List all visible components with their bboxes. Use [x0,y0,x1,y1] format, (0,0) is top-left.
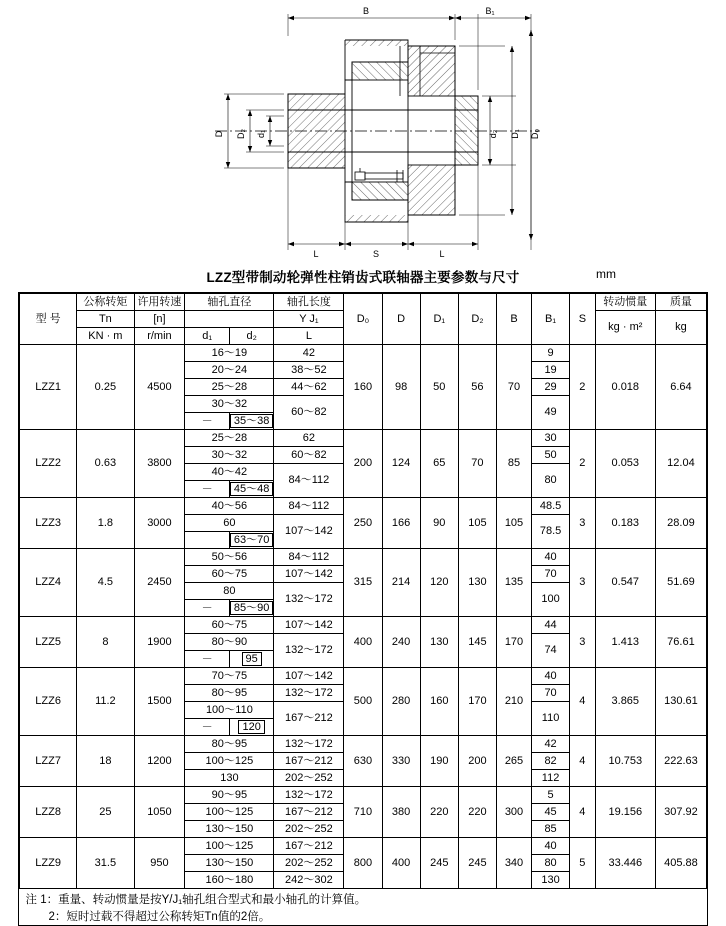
cell-bore-d: 100～110 [185,702,274,719]
cell-mass: 6.64 [656,345,707,430]
cell-B: 340 [497,838,532,889]
cell-speed: 4500 [134,345,185,430]
cell-torque: 25 [77,787,134,838]
cell-bore-L: 167～212 [274,753,344,770]
cell-bore-d: 100～125 [185,838,274,855]
cell-B1: 9 [531,345,569,362]
cell-mass: 12.04 [656,430,707,498]
cell-D1: 65 [420,430,458,498]
header-B: B [497,294,532,345]
cell-bore-d: 80 [185,583,274,600]
cell-B1: 130 [531,872,569,889]
cell-B1: 44 [531,617,569,634]
header-speed-1: 许用转速 [134,294,185,311]
header-B1: B₁ [531,294,569,345]
cell-D: 240 [382,617,420,668]
cell-model: LZZ6 [20,668,77,736]
cell-B1: 45 [531,804,569,821]
cell-model: LZZ2 [20,430,77,498]
cell-bore-d: 20～24 [185,362,274,379]
cell-D0: 630 [344,736,382,787]
cell-mass: 51.69 [656,549,707,617]
svg-text:L: L [439,249,444,259]
cell-B1: 85 [531,821,569,838]
svg-text:D: D [214,130,224,137]
header-speed-3: r/min [134,328,185,345]
header-bore-len-YJ: Y J₁ [274,311,344,328]
cell-model: LZZ1 [20,345,77,430]
cell-bore-d2: 45～48 [229,481,274,498]
cell-model: LZZ5 [20,617,77,668]
cell-speed: 1900 [134,617,185,668]
cell-D1: 160 [420,668,458,736]
cell-B1: 30 [531,430,569,447]
cell-bore-d1-blank [185,532,230,549]
cell-D1: 120 [420,549,458,617]
cell-B: 170 [497,617,532,668]
cell-bore-L: 107～142 [274,668,344,685]
cell-B1: 48.5 [531,498,569,515]
cell-bore-L: 60～82 [274,396,344,430]
cell-bore-L: 84～112 [274,498,344,515]
svg-text:D₀: D₀ [530,129,540,139]
cell-bore-d: 25～28 [185,430,274,447]
cell-B: 265 [497,736,532,787]
drawing-area [0,0,726,262]
header-inertia-2: kg · m² [595,311,655,345]
cell-B1: 110 [531,702,569,736]
cell-torque: 4.5 [77,549,134,617]
table-row [20,430,707,447]
header-bore-d2: d₂ [229,328,274,345]
cell-torque: 0.63 [77,430,134,498]
cell-bore-L: 44～62 [274,379,344,396]
cell-bore-d: 90～95 [185,787,274,804]
cell-S: 3 [570,549,595,617]
table-row [20,787,707,804]
svg-text:S: S [373,249,379,259]
cell-speed: 2450 [134,549,185,617]
cell-bore-L: 167～212 [274,702,344,736]
cell-torque: 18 [77,736,134,787]
cell-model: LZZ8 [20,787,77,838]
cell-B: 105 [497,498,532,549]
header-bore-dia: 轴孔直径 [185,294,274,311]
cell-D2: 245 [458,838,496,889]
header-torque-1: 公称转矩 [77,294,134,311]
cell-inertia: 19.156 [595,787,655,838]
cell-D0: 200 [344,430,382,498]
cell-torque: 31.5 [77,838,134,889]
table-row [20,498,707,515]
cell-bore-d: 100～125 [185,804,274,821]
cell-D: 166 [382,498,420,549]
cell-D1: 190 [420,736,458,787]
svg-text:d₂: d₂ [488,129,498,138]
cell-D1: 130 [420,617,458,668]
cell-torque: 8 [77,617,134,668]
cell-B1: 70 [531,685,569,702]
cell-B1: 50 [531,447,569,464]
cell-D1: 220 [420,787,458,838]
cell-bore-L: 132～172 [274,736,344,753]
cell-bore-L: 132～172 [274,634,344,668]
table-row [20,617,707,634]
cell-bore-d2: 120 [229,719,274,736]
cell-D0: 250 [344,498,382,549]
cell-bore-d1-dash: － [185,413,230,430]
cell-bore-L: 107～142 [274,515,344,549]
svg-text:D₁: D₁ [510,129,520,139]
cell-D2: 105 [458,498,496,549]
header-bore-len: 轴孔长度 [274,294,344,311]
cell-model: LZZ3 [20,498,77,549]
cell-bore-L: 42 [274,345,344,362]
cell-bore-d1-dash: － [185,600,230,617]
table-row [20,549,707,566]
cell-mass: 405.88 [656,838,707,889]
cell-bore-d1-dash: － [185,719,230,736]
cell-D2: 200 [458,736,496,787]
header-model: 型 号 [20,294,77,345]
cell-B1: 19 [531,362,569,379]
cell-B1: 40 [531,668,569,685]
cell-torque: 1.8 [77,498,134,549]
cell-bore-d: 100～125 [185,753,274,770]
cell-inertia: 1.413 [595,617,655,668]
header-D1: D₁ [420,294,458,345]
parameters-table-wrap [18,292,708,926]
cell-bore-L: 84～112 [274,549,344,566]
cell-D1: 90 [420,498,458,549]
cell-D2: 220 [458,787,496,838]
cell-S: 4 [570,736,595,787]
header-speed-2: [n] [134,311,185,328]
cell-bore-L: 202～252 [274,855,344,872]
cell-bore-L: 132～172 [274,685,344,702]
cell-B: 300 [497,787,532,838]
cell-mass: 222.63 [656,736,707,787]
table-row [20,736,707,753]
cell-speed: 950 [134,838,185,889]
cell-inertia: 10.753 [595,736,655,787]
cell-mass: 130.61 [656,668,707,736]
cell-speed: 1050 [134,787,185,838]
header-bore-len-L: L [274,328,344,345]
cell-bore-L: 60～82 [274,447,344,464]
cell-model: LZZ9 [20,838,77,889]
cell-D: 280 [382,668,420,736]
cell-bore-d: 80～95 [185,685,274,702]
header-mass-1: 质量 [656,294,707,311]
cell-D0: 315 [344,549,382,617]
cell-speed: 1500 [134,668,185,736]
cell-bore-d: 80～90 [185,634,274,651]
cell-S: 2 [570,345,595,430]
cell-bore-d: 60～75 [185,617,274,634]
table-row [20,345,707,362]
cell-B: 85 [497,430,532,498]
svg-text:L: L [313,249,318,259]
parameters-table [19,293,707,925]
cell-speed: 3000 [134,498,185,549]
cell-S: 3 [570,498,595,549]
cell-model: LZZ4 [20,549,77,617]
cell-D1: 245 [420,838,458,889]
cell-B1: 80 [531,855,569,872]
svg-text:d₁: d₁ [256,130,266,138]
cell-bore-L: 202～252 [274,770,344,787]
note-1: 注 1：重量、转动惯量是按Y/J₁轴孔组合型式和最小轴孔的计算值。 [26,892,707,909]
header-D2: D₂ [458,294,496,345]
cell-D: 330 [382,736,420,787]
cell-D2: 70 [458,430,496,498]
cell-bore-d: 80～95 [185,736,274,753]
note-2: 2：短时过载不得超过公称转矩Tn值的2倍。 [26,909,707,926]
cell-bore-L: 132～172 [274,787,344,804]
svg-text:D₂: D₂ [236,129,246,139]
cell-bore-L: 107～142 [274,566,344,583]
cell-B1: 112 [531,770,569,787]
header-torque-3: KN · m [77,328,134,345]
cell-D: 380 [382,787,420,838]
cell-bore-d2: 85～90 [229,600,274,617]
header-S: S [570,294,595,345]
cell-bore-L: 132～172 [274,583,344,617]
cell-B1: 40 [531,549,569,566]
cell-bore-d: 70～75 [185,668,274,685]
cell-D1: 50 [420,345,458,430]
header-torque-2: Tn [77,311,134,328]
cell-bore-d: 60 [185,515,274,532]
cell-mass: 76.61 [656,617,707,668]
cell-D: 98 [382,345,420,430]
table-header-row-1 [20,294,707,311]
cell-D: 400 [382,838,420,889]
cell-speed: 1200 [134,736,185,787]
cell-B1: 49 [531,396,569,430]
cell-B1: 42 [531,736,569,753]
cell-B: 135 [497,549,532,617]
cell-D: 124 [382,430,420,498]
cell-D2: 130 [458,549,496,617]
page-title: LZZ型带制动轮弹性柱销齿式联轴器主要参数与尺寸 [0,266,726,286]
cell-S: 5 [570,838,595,889]
cell-bore-d2: 95 [229,651,274,668]
cell-B1: 70 [531,566,569,583]
cell-bore-L: 202～252 [274,821,344,838]
cell-bore-L: 62 [274,430,344,447]
unit-label: mm [596,267,616,281]
cell-D2: 56 [458,345,496,430]
cell-bore-d: 50～56 [185,549,274,566]
header-mass-2: kg [656,311,707,345]
cell-torque: 11.2 [77,668,134,736]
cell-inertia: 0.183 [595,498,655,549]
cell-S: 3 [570,617,595,668]
cell-S: 4 [570,787,595,838]
cell-D2: 145 [458,617,496,668]
cell-inertia: 3.865 [595,668,655,736]
cell-bore-L: 167～212 [274,838,344,855]
cell-bore-d: 160～180 [185,872,274,889]
cell-inertia: 0.018 [595,345,655,430]
cell-bore-L: 38～52 [274,362,344,379]
cell-inertia: 0.053 [595,430,655,498]
cell-B1: 80 [531,464,569,498]
cell-bore-L: 107～142 [274,617,344,634]
cell-B1: 29 [531,379,569,396]
cell-bore-d: 25～28 [185,379,274,396]
cell-D0: 500 [344,668,382,736]
cell-bore-d: 30～32 [185,396,274,413]
cell-bore-d1-dash: － [185,481,230,498]
header-bore-dia-blank [185,311,274,328]
cell-D2: 170 [458,668,496,736]
notes-row [20,889,707,926]
header-D: D [382,294,420,345]
cell-mass: 28.09 [656,498,707,549]
cell-S: 2 [570,430,595,498]
cell-D0: 400 [344,617,382,668]
cell-B: 210 [497,668,532,736]
cell-bore-d1-dash: － [185,651,230,668]
cell-B1: 78.5 [531,515,569,549]
header-inertia-1: 转动惯量 [595,294,655,311]
cell-bore-d: 16～19 [185,345,274,362]
cell-D0: 160 [344,345,382,430]
cell-bore-d: 60～75 [185,566,274,583]
cell-bore-d: 30～32 [185,447,274,464]
cell-bore-d: 130～150 [185,821,274,838]
title-row [0,266,726,290]
cell-bore-L: 242～302 [274,872,344,889]
svg-text:B₁: B₁ [485,6,494,16]
cell-bore-d: 40～42 [185,464,274,481]
cell-speed: 3800 [134,430,185,498]
cell-B1: 5 [531,787,569,804]
cell-B1: 74 [531,634,569,668]
cell-bore-L: 167～212 [274,804,344,821]
cell-torque: 0.25 [77,345,134,430]
cell-B1: 82 [531,753,569,770]
cell-B1: 100 [531,583,569,617]
cell-bore-d: 130 [185,770,274,787]
cell-bore-d2: 35～38 [229,413,274,430]
cell-B1: 40 [531,838,569,855]
header-D0: D₀ [344,294,382,345]
cell-D0: 800 [344,838,382,889]
svg-text:B: B [363,6,369,16]
header-bore-d1: d₁ [185,328,230,345]
cell-bore-d: 130～150 [185,855,274,872]
cell-bore-L: 84～112 [274,464,344,498]
cell-D0: 710 [344,787,382,838]
cell-mass: 307.92 [656,787,707,838]
table-row [20,838,707,855]
cell-model: LZZ7 [20,736,77,787]
cell-bore-d: 40～56 [185,498,274,515]
cell-inertia: 33.446 [595,838,655,889]
cell-inertia: 0.547 [595,549,655,617]
table-row [20,668,707,685]
cell-D: 214 [382,549,420,617]
cell-bore-d2: 63～70 [229,532,274,549]
cell-B: 70 [497,345,532,430]
cell-S: 4 [570,668,595,736]
